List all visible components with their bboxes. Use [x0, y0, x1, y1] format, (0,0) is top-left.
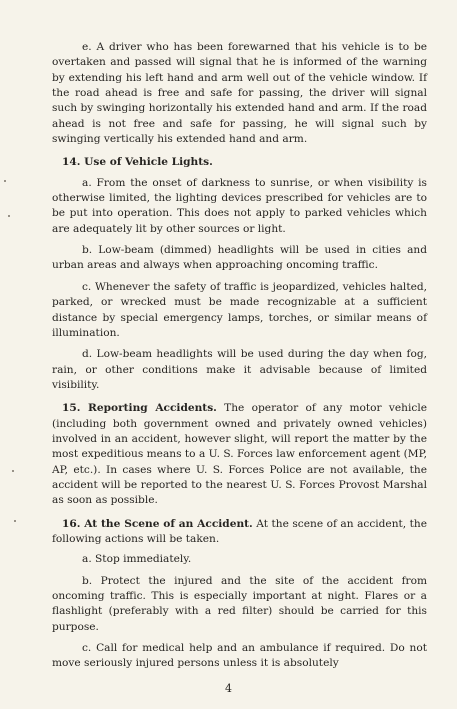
- section-16-paragraph: [52, 517, 427, 548]
- text-column: [52, 40, 427, 678]
- section-14-title: 14. Use of Vehicle Lights.: [62, 156, 213, 169]
- margin-speck: [12, 470, 14, 472]
- margin-speck: [4, 180, 6, 182]
- paragraph-14d: d. Low-beam headlights will be used during the day when fog, rain, or other conditions make it advisable because of limited visibility.: [52, 348, 427, 391]
- paragraph-14c: c. Whenever the safety of traffic is jeopardized, vehicles halted, parked, or wrecked must be made recognizable at a sufficient distance by special emergency lamps, torches, or similar means of illumination.: [52, 280, 427, 339]
- paragraph-14a: a. From the onset of darkness to sunrise, or when visibility is otherwise limited, the lighting devices prescribed for vehicles are to be put into operation. This does not apply to parked vehicles which are adequately lit by other sources or light.: [52, 176, 427, 235]
- paragraph-e-overtaking: e. A driver who has been forewarned that his vehicle is to be overtaken and passed will signal that he is informed of the warning by extending his left hand and arm well out of the vehicle window. If the road ahead is free and safe for passing, the driver will signal such by swinging horizontally his extended hand and arm. If the road ahead is not free and safe for passing, he will signal such by swinging vertically his extended hand and arm.: [52, 41, 427, 146]
- margin-speck: [8, 215, 10, 217]
- paragraph-16c: c. Call for medical help and an ambulance if required. Do not move seriously injured persons unless it is absolutely: [52, 642, 427, 670]
- section-14-heading: [52, 155, 427, 170]
- paragraph-16b: b. Protect the injured and the site of the accident from oncoming traffic. This is especially important at night. Flares or a flashlight (preferably with a red filter) should be carried for this purpose.: [52, 574, 427, 633]
- margin-speck: [14, 520, 16, 522]
- paragraph-16a: a. Stop immediately.: [82, 553, 192, 566]
- page-number: 4: [225, 682, 232, 695]
- section-16-body: At the scene of an accident, the following actions will be taken.: [52, 517, 427, 545]
- section-16-title: 16. At the Scene of an Accident.: [62, 517, 253, 530]
- section-15-title: 15. Reporting Accidents.: [62, 402, 217, 415]
- paragraph-14b: b. Low-beam (dimmed) headlights will be used in cities and urban areas and always when approaching oncoming traffic.: [52, 244, 427, 272]
- section-15-paragraph: [52, 401, 427, 508]
- section-15-body: The operator of any motor vehicle (including both government owned and privately owned vehicles) involved in an accident, however slight, will report the matter by the most expeditious means to a U. S. Forces law enforcement agent (MP, AP, etc.). In cases where U. S. Forces Police are not available, the accident will be reported to the nearest U. S. Forces Provost Marshal as soon as possible.: [52, 402, 427, 507]
